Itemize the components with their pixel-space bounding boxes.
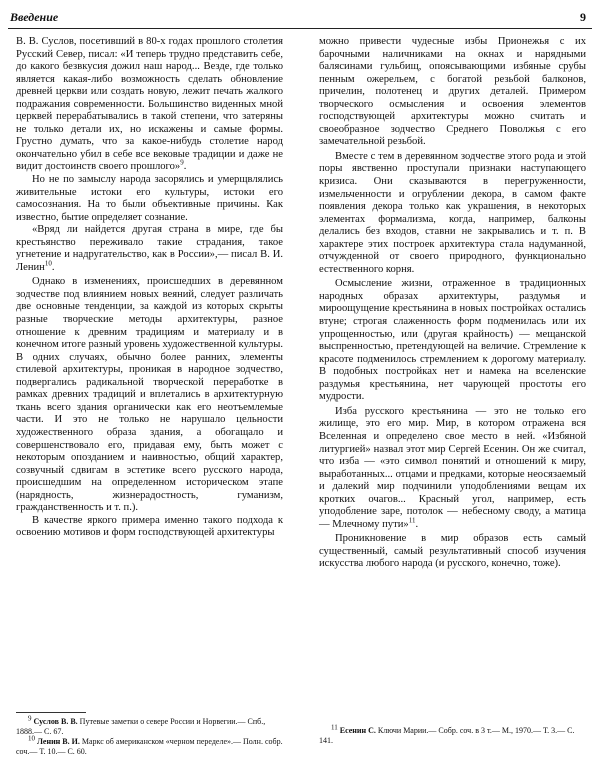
page-number: 9 [580, 10, 586, 24]
footnote-ref: 11 [408, 516, 416, 525]
page-header [0, 0, 600, 28]
running-title: Введение [10, 10, 59, 24]
footnote: $^9$ Суслов В. В. Путевые заметки о севере России и Норвегии.— Спб., 1888.— С. 67. [16, 714, 266, 736]
header-rule [8, 28, 592, 29]
paragraph: можно привести чудесные избы Прионежья с их барочными наличниками на окнах и нарядными балясинами гульбищ, опоясывающими избяные срубы пенным ожерельем, с богатой резьбой балконов, причелин, полотенец и других деталей. Примером творческого осмысления и освоения элементов господствующей архитектуры можно считать и своеобразное зодчество Среднего Поволжья с его замечательной резьбой. [319, 36, 586, 148]
paragraph: Изба русского крестьянина — это не только его жилище, это его мир. Мир, в котором отражена вся Вселенная и определено свое место в ней. «Избяной литургией» назвал этот мир Сергей Есенин. Он же считал, что изба — «это символ понятий и отношений к миру, выработанных... отцами и предками, которые неосязаемый и далекий мир подчинили уподоблениями вещам их кротких очагов... Красный угол, например, есть уподобление заре, потолок — небесному своду, а матица — Млечному пути»$^{11}$. [319, 405, 586, 530]
paragraph: Осмысление жизни, отраженное в традиционных народных образах архитектуры, раздумья и мироощущение крестьянина в новых постройках остались втуне; строгая слаженность форм подменилась или их упрощенностью, или (другая крайность) — мещанской выспренностью, претендующей на величие. Стремление к красоте подменилось стремлением к дорогому материалу. В подобных постройках нет и намека на вселенские раздумья крестьянина, нет чарующей простоты его мудрости. [319, 278, 586, 403]
paragraph: Проникновение в мир образов есть самый существенный, самый результативный способ изучения искусства любого народа (и русского, конечно, тоже). [319, 533, 586, 570]
footnote: $^{10}$ Ленин В. И. Маркс об американском «черном переделе».— Полн. собр. соч.— Т. 10.— С. 60. [16, 734, 283, 756]
footnote-ref: 10 [44, 259, 52, 268]
footnote: $^{11}$ Есенин С. Ключи Марии.— Собр. соч. в 3 т.— М., 1970.— Т. 3.— С. 141. [319, 723, 575, 745]
footnote-ref: 9 [180, 158, 184, 167]
left-column [16, 36, 283, 540]
paragraph: В качестве яркого примера именно такого подхода к освоению мотивов и форм господствующей архитектуры [16, 514, 283, 539]
footnotes-left [16, 712, 283, 757]
right-column [319, 36, 586, 571]
footnote-rule [16, 712, 86, 713]
paragraph: Вместе с тем в деревянном зодчестве этого рода и этой поры явственно проступали признаки наступающего кризиса. Они сказываются в перегруженности, измельченности и огрублении декора, в самом факте появления декора только как украшения, в некоторых элементах формализма, когда, например, балконы делались без входов, ставни не закрывались и т. п. В характере этих построек архитектура стала надуманной, отчужденной от своего природного, функционально естественного корня. [319, 150, 586, 275]
paragraph: «Вряд ли найдется другая страна в мире, где бы крестьянство переживало такие страдания, такое угнетение и надругательство, как в России»,— писал В. И. Ленин$^{10}$. [16, 224, 283, 273]
paragraph: Но не по замыслу народа засорялись и умерщвлялись живительные истоки его культуры, истоки его самосознания. На то были объективные причины. Как известно, бытие определяет сознание. [16, 174, 283, 223]
paragraph: Однако в изменениях, происшедших в деревянном зодчестве под влиянием новых веяний, следует различать две основные тенденции, за каждой из которых скрыты разные творческие методы архитектуры, разное отношение к древним традициям и материалу и в конечном итоге разный уровень художественной культуры. В одних случаях, обычно более ранних, элементы стилевой архитектуры, проникая в народное зодчество, подвергались радикальной творческой переработке в рамках древних традиций и вплетались в архитектурную ткань всего здания органически как его неотъемлемые части. И это не только не нарушало цельности художественного образа здания, а обогащало и совершенствовало его, придавая ему, быть может с некоторым опозданием и наивностью, общий характер, созвучный сдвигам в эстетике всего русского народа, происшедшим на определенном историческом этапе (нарядность, жизнерадостность, гуманизм, гражданственность и т. п.). [16, 276, 283, 514]
footnotes-right [319, 723, 586, 746]
paragraph: В. В. Суслов, посетивший в 80-х годах прошлого столетия Русский Север, писал: «И теперь трудно представить себе, до какого безвкусия дожил наш народ... Везде, где только является какая-либо возможность сделать обновление древней церкви или создать новую, лежит печать жалкого подражания современности. Большинство виденных мной церквей перерабатывались в такой степени, что затеряны не только детали их, но искажены и самые формы. Грустно думать, что за какое-нибудь столетие народ окончательно убил в себе все вековые традиции и даже не видит достоинств своего прошлого»$^9$. [16, 36, 283, 173]
